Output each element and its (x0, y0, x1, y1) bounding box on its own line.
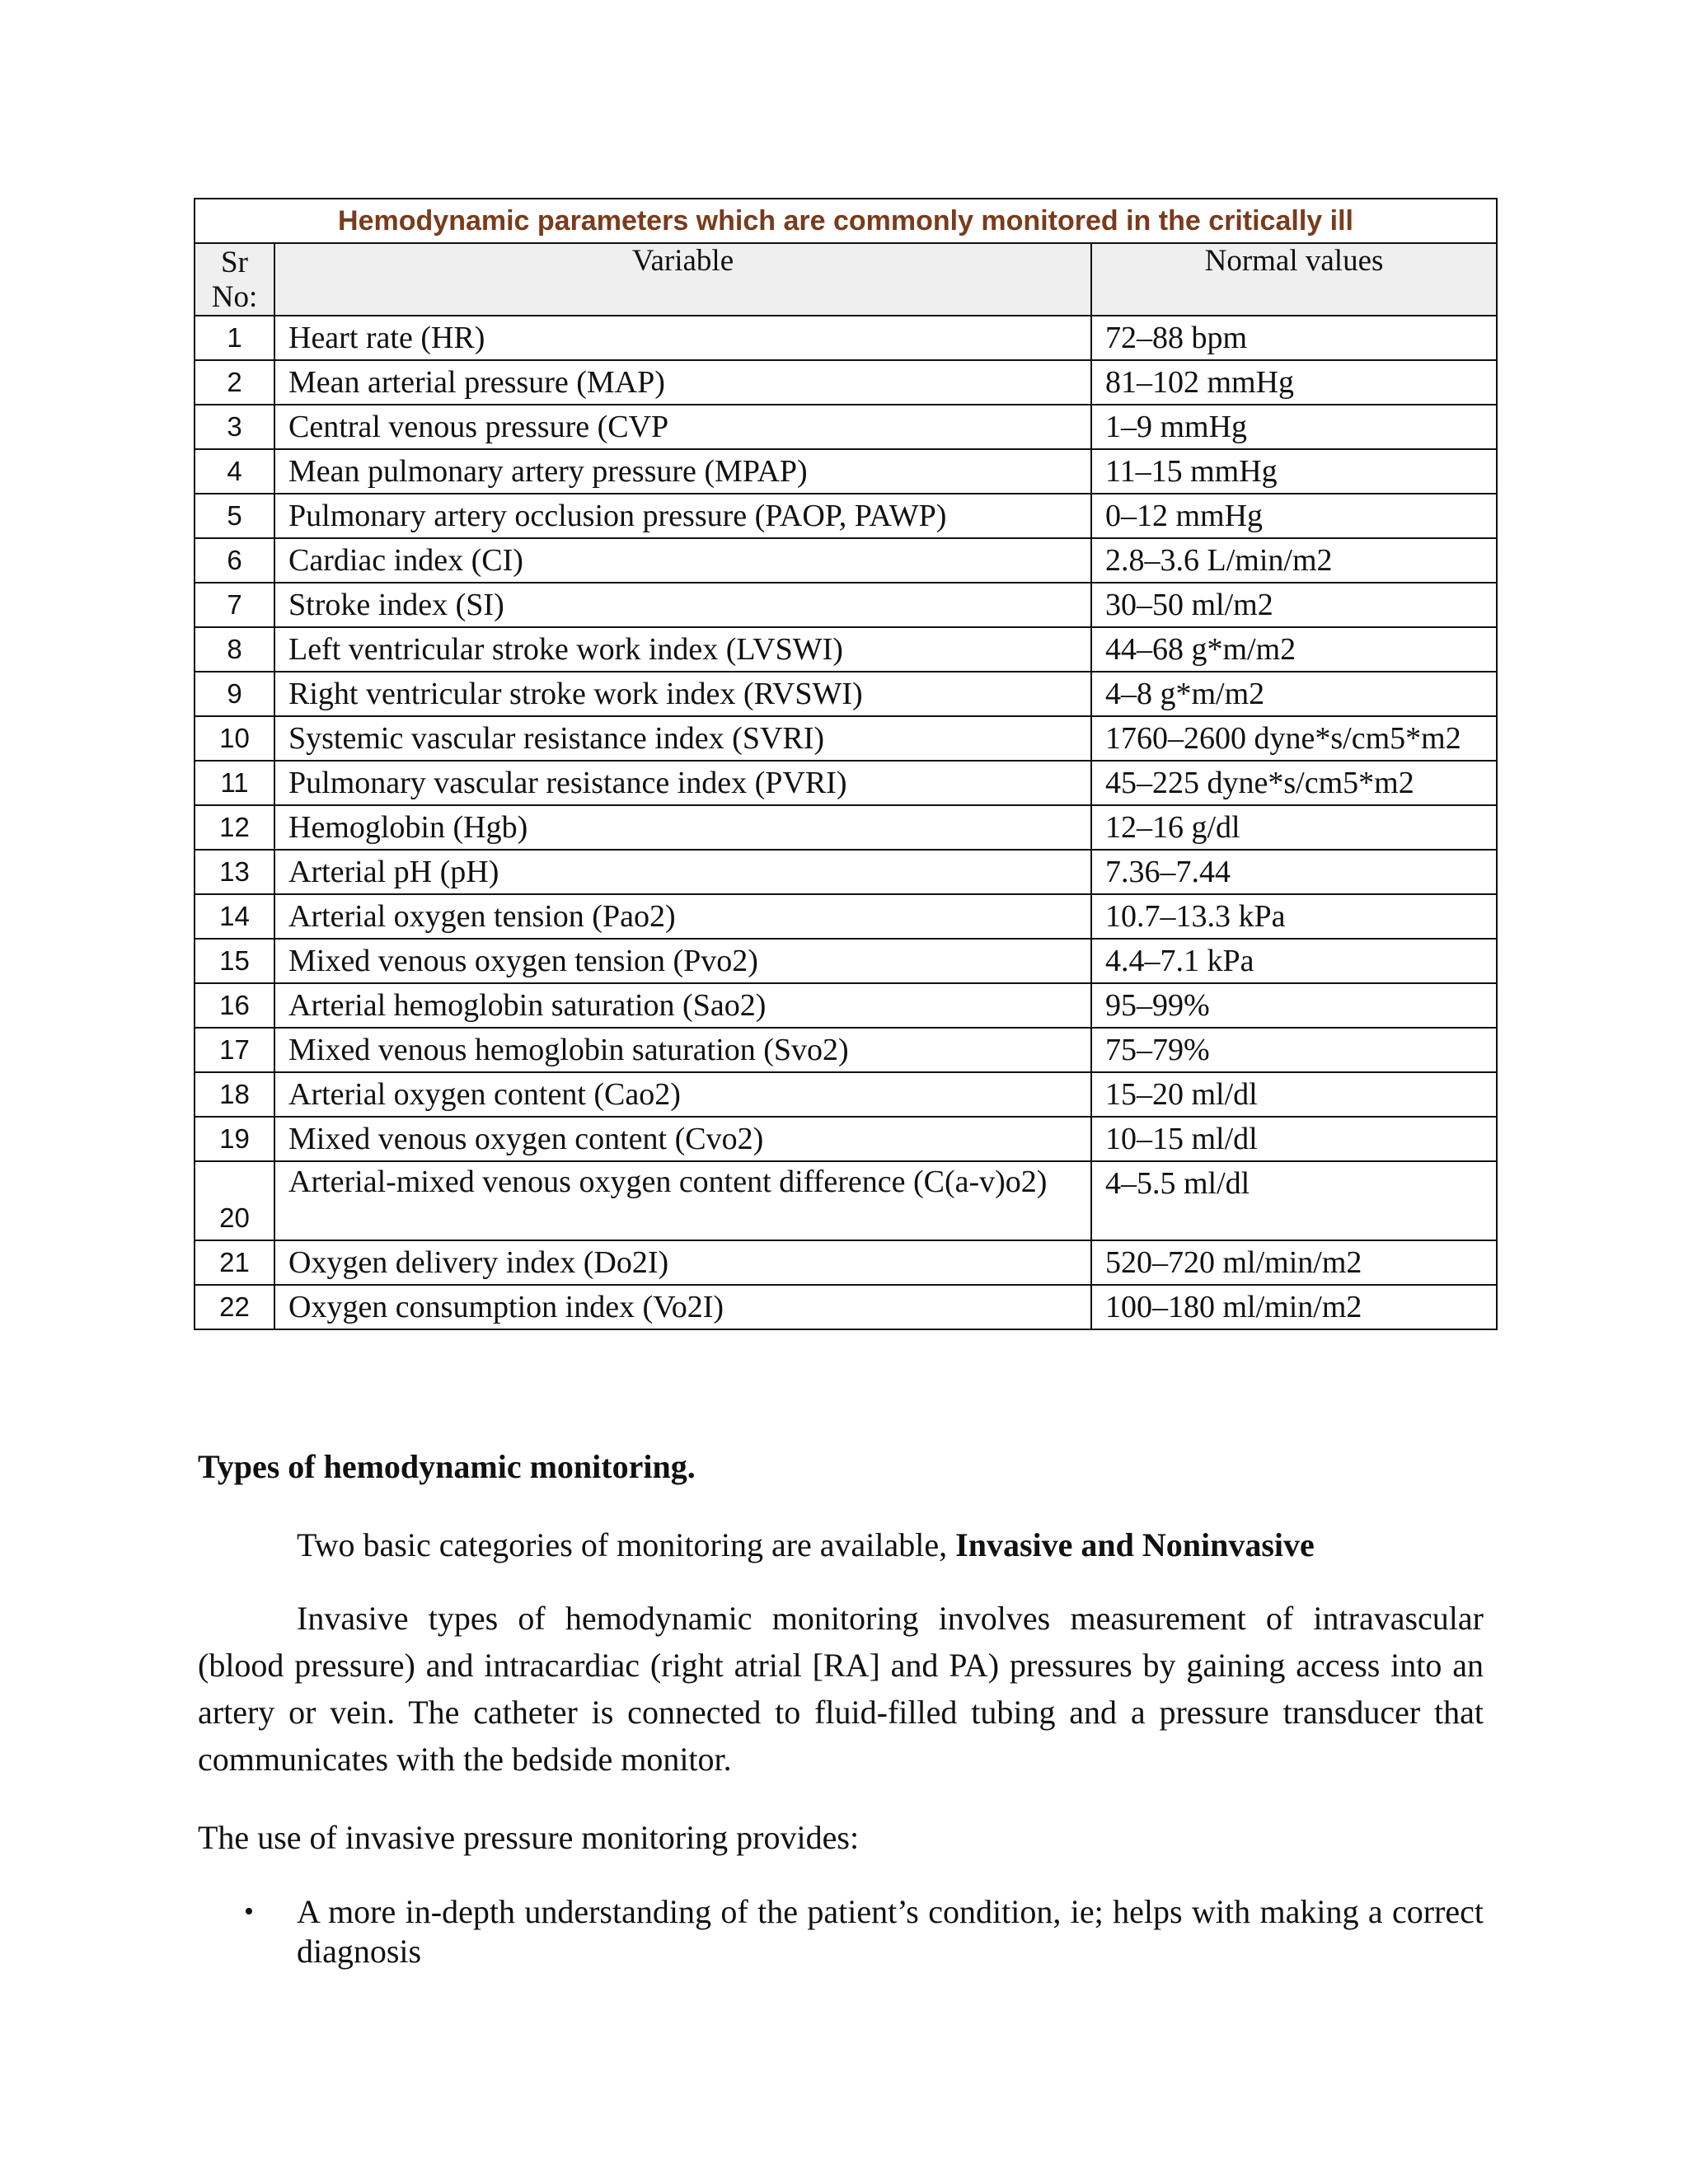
cell-sr-no: 5 (195, 494, 274, 538)
cell-sr-no: 22 (195, 1285, 274, 1329)
cell-variable: Mixed venous hemoglobin saturation (Svo2) (274, 1028, 1091, 1072)
cell-variable: Pulmonary vascular resistance index (PVRI) (274, 761, 1091, 805)
table-row (195, 1072, 1497, 1117)
cell-normal-value: 12–16 g/dl (1091, 805, 1497, 850)
cell-sr-no: 11 (195, 761, 274, 805)
table-row (195, 1161, 1497, 1240)
cell-sr-no: 21 (195, 1240, 274, 1285)
cell-variable: Mixed venous oxygen tension (Pvo2) (274, 939, 1091, 983)
table-row (195, 449, 1497, 494)
cell-sr-no: 4 (195, 449, 274, 494)
cell-variable: Arterial oxygen content (Cao2) (274, 1072, 1091, 1117)
table-row (195, 672, 1497, 716)
cell-sr-no: 18 (195, 1072, 274, 1117)
cell-variable: Arterial hemoglobin saturation (Sao2) (274, 983, 1091, 1028)
cell-normal-value: 75–79% (1091, 1028, 1497, 1072)
cell-normal-value: 15–20 ml/dl (1091, 1072, 1497, 1117)
cell-normal-value: 4.4–7.1 kPa (1091, 939, 1497, 983)
cell-variable: Mean pulmonary artery pressure (MPAP) (274, 449, 1091, 494)
table-row (195, 360, 1497, 405)
table-row (195, 1028, 1497, 1072)
table-caption: Hemodynamic parameters which are commonly monitored in the critically ill (195, 199, 1497, 243)
header-normal-values: Normal values (1091, 243, 1497, 316)
cell-sr-no: 9 (195, 672, 274, 716)
table-row (195, 716, 1497, 761)
cell-normal-value: 4–8 g*m/m2 (1091, 672, 1497, 716)
section-heading: Types of hemodynamic monitoring. (198, 1448, 696, 1485)
table-row (195, 805, 1497, 850)
cell-variable: Arterial pH (pH) (274, 850, 1091, 894)
cell-variable: Pulmonary artery occlusion pressure (PAOP, PAWP) (274, 494, 1091, 538)
table-row (195, 583, 1497, 627)
header-variable: Variable (274, 243, 1091, 316)
cell-variable: Arterial oxygen tension (Pao2) (274, 894, 1091, 939)
cell-sr-no: 13 (195, 850, 274, 894)
table-row (195, 761, 1497, 805)
cell-variable: Stroke index (SI) (274, 583, 1091, 627)
table-row (195, 850, 1497, 894)
cell-variable: Right ventricular stroke work index (RVSWI) (274, 672, 1091, 716)
bullet-icon: • (244, 1896, 254, 1927)
cell-variable: Central venous pressure (CVP (274, 405, 1091, 449)
cell-variable: Hemoglobin (Hgb) (274, 805, 1091, 850)
cell-sr-no: 14 (195, 894, 274, 939)
provides-paragraph: The use of invasive pressure monitoring provides: (198, 1819, 860, 1856)
cell-normal-value: 44–68 g*m/m2 (1091, 627, 1497, 672)
cell-sr-no: 19 (195, 1117, 274, 1161)
cell-variable: Mixed venous oxygen content (Cvo2) (274, 1117, 1091, 1161)
cell-sr-no: 17 (195, 1028, 274, 1072)
cell-sr-no: 10 (195, 716, 274, 761)
cell-normal-value: 30–50 ml/m2 (1091, 583, 1497, 627)
cell-variable: Arterial-mixed venous oxygen content difference (C(a-v)o2) (274, 1161, 1091, 1240)
table-row (195, 939, 1497, 983)
cell-sr-no: 6 (195, 538, 274, 583)
cell-normal-value: 1–9 mmHg (1091, 405, 1497, 449)
cell-sr-no: 20 (195, 1161, 274, 1240)
categories-paragraph (297, 1525, 1315, 1566)
cell-sr-no: 15 (195, 939, 274, 983)
categories-bold: Invasive and Noninvasive (955, 1526, 1315, 1563)
cell-variable: Heart rate (HR) (274, 316, 1091, 360)
cell-variable: Systemic vascular resistance index (SVRI) (274, 716, 1091, 761)
cell-variable: Left ventricular stroke work index (LVSWI) (274, 627, 1091, 672)
cell-normal-value: 2.8–3.6 L/min/m2 (1091, 538, 1497, 583)
table-row (195, 316, 1497, 360)
cell-normal-value: 95–99% (1091, 983, 1497, 1028)
cell-variable: Oxygen delivery index (Do2I) (274, 1240, 1091, 1285)
table-row (195, 983, 1497, 1028)
cell-sr-no: 2 (195, 360, 274, 405)
cell-sr-no: 3 (195, 405, 274, 449)
table-row (195, 1285, 1497, 1329)
table-row (195, 405, 1497, 449)
cell-variable: Cardiac index (CI) (274, 538, 1091, 583)
cell-normal-value: 45–225 dyne*s/cm5*m2 (1091, 761, 1497, 805)
cell-normal-value: 11–15 mmHg (1091, 449, 1497, 494)
cell-normal-value: 4–5.5 ml/dl (1091, 1161, 1497, 1240)
categories-text: Two basic categories of monitoring are available, (297, 1526, 956, 1563)
bullet-text: A more in-depth understanding of the patient’s condition, ie; helps with making a correct diagnosis (297, 1893, 1484, 1970)
cell-normal-value: 72–88 bpm (1091, 316, 1497, 360)
cell-variable: Mean arterial pressure (MAP) (274, 360, 1091, 405)
cell-normal-value: 10–15 ml/dl (1091, 1117, 1497, 1161)
hemodynamic-parameters-table (194, 198, 1498, 1330)
table-body (195, 316, 1497, 1329)
cell-normal-value: 1760–2600 dyne*s/cm5*m2 (1091, 716, 1497, 761)
cell-sr-no: 1 (195, 316, 274, 360)
table-header-row (195, 243, 1497, 316)
cell-sr-no: 7 (195, 583, 274, 627)
table-row (195, 494, 1497, 538)
cell-sr-no: 16 (195, 983, 274, 1028)
table-row (195, 627, 1497, 672)
cell-normal-value: 520–720 ml/min/m2 (1091, 1240, 1497, 1285)
bullet-list (198, 1892, 1484, 1971)
cell-normal-value: 10.7–13.3 kPa (1091, 894, 1497, 939)
list-item (198, 1892, 1484, 1971)
table-row (195, 1240, 1497, 1285)
cell-variable: Oxygen consumption index (Vo2I) (274, 1285, 1091, 1329)
cell-normal-value: 100–180 ml/min/m2 (1091, 1285, 1497, 1329)
table-row (195, 1117, 1497, 1161)
cell-sr-no: 8 (195, 627, 274, 672)
cell-normal-value: 7.36–7.44 (1091, 850, 1497, 894)
cell-sr-no: 12 (195, 805, 274, 850)
cell-normal-value: 0–12 mmHg (1091, 494, 1497, 538)
cell-normal-value: 81–102 mmHg (1091, 360, 1497, 405)
header-sr-no: Sr No: (195, 243, 274, 316)
invasive-paragraph: Invasive types of hemodynamic monitoring involves measurement of intravascular (blood pressure) and intracardiac (right atrial [RA] and PA) pressures by gaining access into an artery or vein. The catheter is connected to fluid-filled tubing and a pressure transducer that communicates with the bedside monitor. (198, 1600, 1484, 1778)
table-row (195, 894, 1497, 939)
table-row (195, 538, 1497, 583)
